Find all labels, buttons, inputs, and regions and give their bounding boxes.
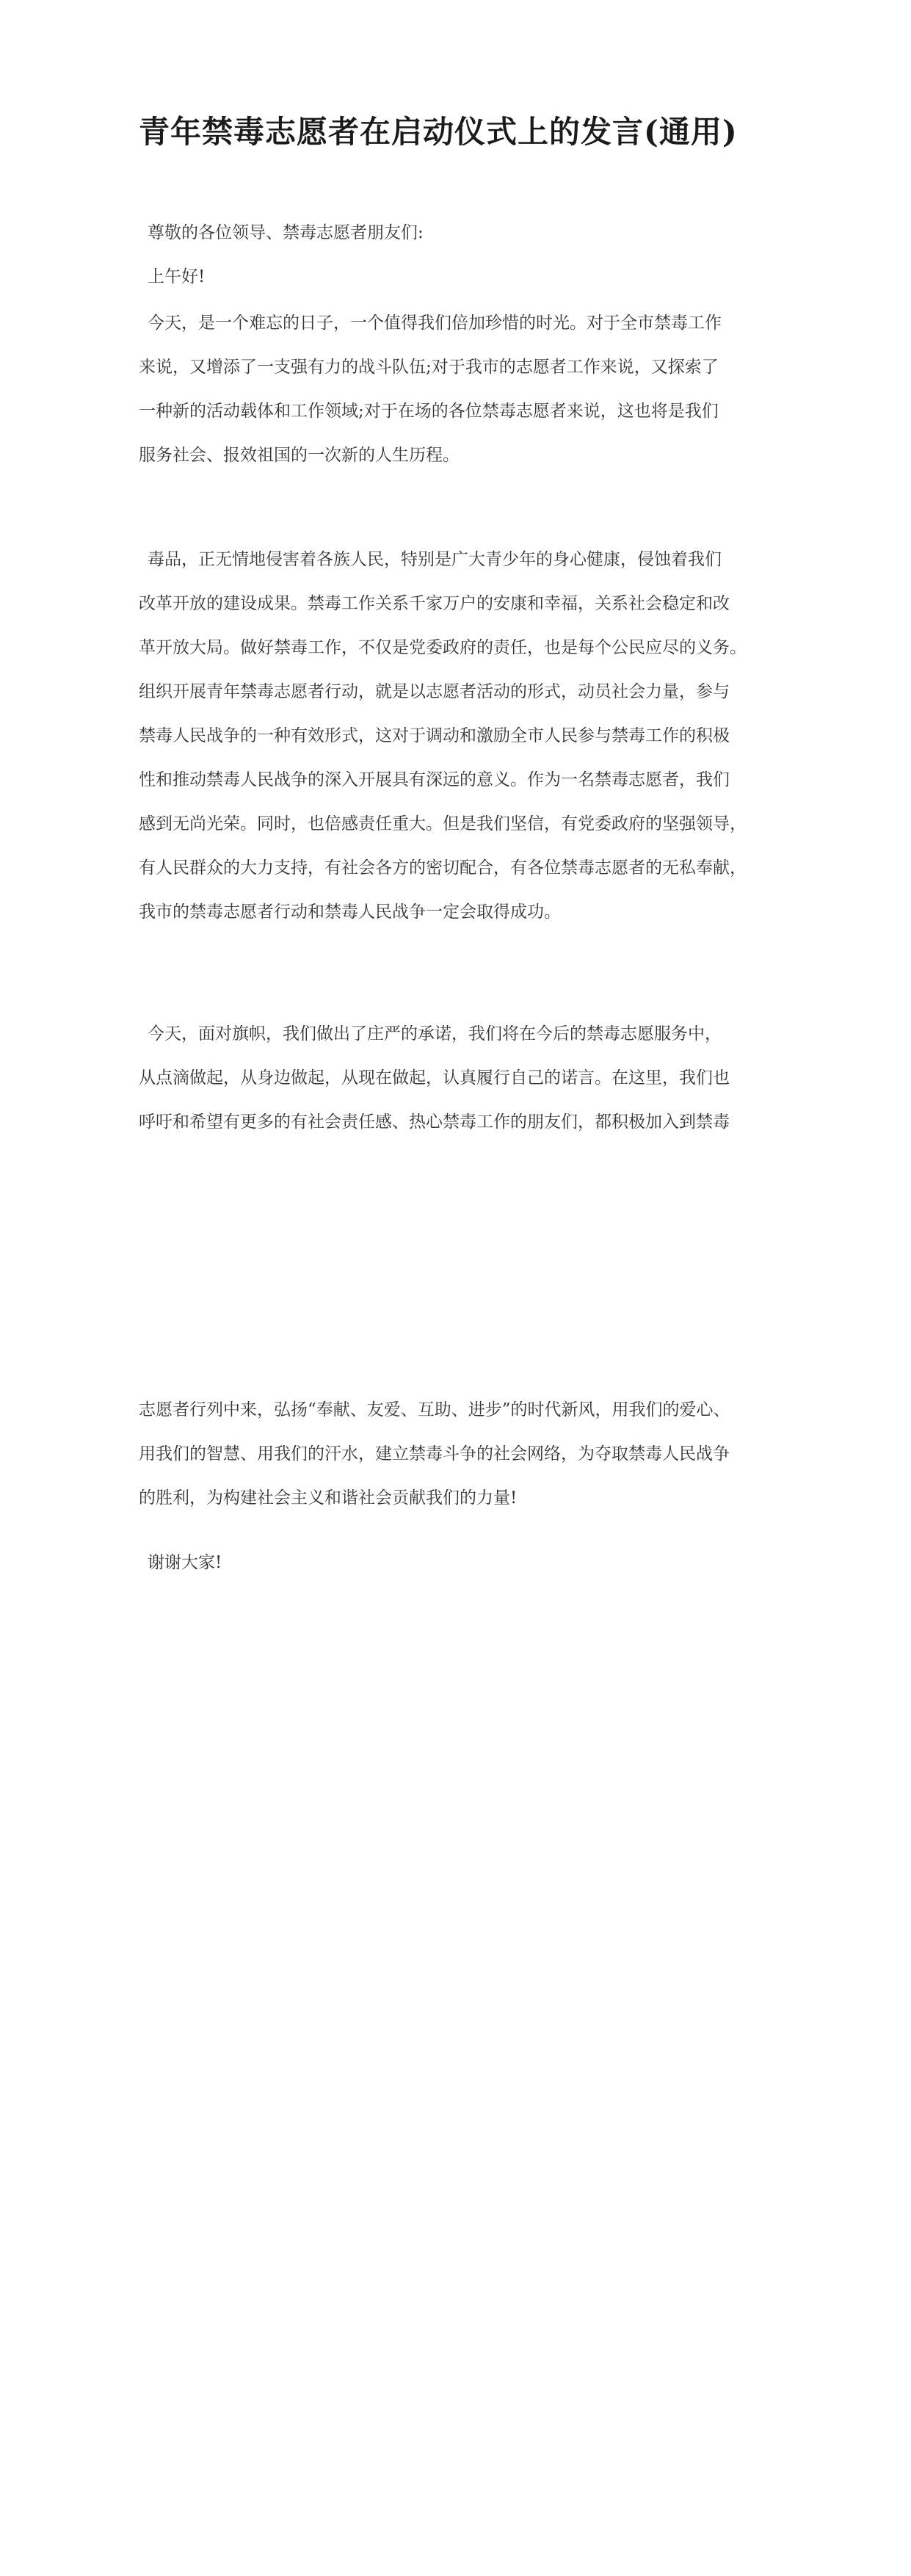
paragraph-3-part-1 bbox=[139, 1012, 799, 1144]
closing-line: 谢谢大家! bbox=[148, 1553, 222, 1572]
closing-block bbox=[139, 1541, 799, 1585]
paragraph-1 bbox=[139, 301, 799, 477]
paragraph-3-part-2 bbox=[139, 1388, 799, 1520]
paragraph-line: 组织开展青年禁毒志愿者行动，就是以志愿者活动的形式，动员社会力量，参与 bbox=[139, 682, 730, 701]
paragraph-line: 呼吁和希望有更多的有社会责任感、热心禁毒工作的朋友们，都积极加入到禁毒 bbox=[139, 1112, 730, 1132]
paragraph-line: 我市的禁毒志愿者行动和禁毒人民战争一定会取得成功。 bbox=[139, 902, 561, 922]
paragraph-line: 有人民群众的大力支持，有社会各方的密切配合，有各位禁毒志愿者的无私奉献， bbox=[139, 858, 747, 878]
salutation-line: 上午好! bbox=[148, 267, 206, 286]
document-title: 青年禁毒志愿者在启动仪式上的发言(通用) bbox=[139, 114, 738, 150]
paragraph-line: 今天，是一个难忘的日子，一个值得我们倍加珍惜的时光。对于全市禁毒工作 bbox=[148, 314, 722, 333]
paragraph-line: 毒品，正无情地侵害着各族人民，特别是广大青少年的身心健康，侵蚀着我们 bbox=[148, 550, 722, 569]
paragraph-line: 禁毒人民战争的一种有效形式，这对于调动和激励全市人民参与禁毒工作的积极 bbox=[139, 726, 730, 745]
paragraph-line: 用我们的智慧、用我们的汗水，建立禁毒斗争的社会网络，为夺取禁毒人民战争 bbox=[139, 1444, 730, 1464]
paragraph-line: 一种新的活动载体和工作领域;对于在场的各位禁毒志愿者来说，这也将是我们 bbox=[139, 402, 719, 421]
paragraph-line: 感到无尚光荣。同时，也倍感责任重大。但是我们坚信，有党委政府的坚强领导， bbox=[139, 814, 747, 833]
paragraph-line: 性和推动禁毒人民战争的深入开展具有深远的意义。作为一名禁毒志愿者，我们 bbox=[139, 770, 730, 789]
paragraph-line: 服务社会、报效祖国的一次新的人生历程。 bbox=[139, 446, 460, 465]
paragraph-line: 来说，又增添了一支强有力的战斗队伍;对于我市的志愿者工作来说，又探索了 bbox=[139, 358, 719, 377]
paragraph-line: 志愿者行列中来，弘扬“奉献、友爱、互助、进步”的时代新风，用我们的爱心、 bbox=[139, 1400, 730, 1419]
paragraph-2 bbox=[139, 538, 799, 934]
paragraph-line: 革开放大局。做好禁毒工作，不仅是党委政府的责任，也是每个公民应尽的义务。 bbox=[139, 638, 747, 657]
paragraph-line: 改革开放的建设成果。禁毒工作关系千家万户的安康和幸福，关系社会稳定和改 bbox=[139, 594, 730, 613]
paragraph-line: 的胜利，为构建社会主义和谐社会贡献我们的力量! bbox=[139, 1488, 518, 1508]
greeting-block bbox=[139, 211, 799, 255]
paragraph-line: 从点滴做起，从身边做起，从现在做起，认真履行自己的诺言。在这里，我们也 bbox=[139, 1068, 730, 1088]
salutation-block bbox=[139, 255, 799, 299]
greeting-line: 尊敬的各位领导、禁毒志愿者朋友们: bbox=[148, 223, 424, 242]
paragraph-line: 今天，面对旗帜，我们做出了庄严的承诺，我们将在今后的禁毒志愿服务中， bbox=[148, 1024, 722, 1043]
